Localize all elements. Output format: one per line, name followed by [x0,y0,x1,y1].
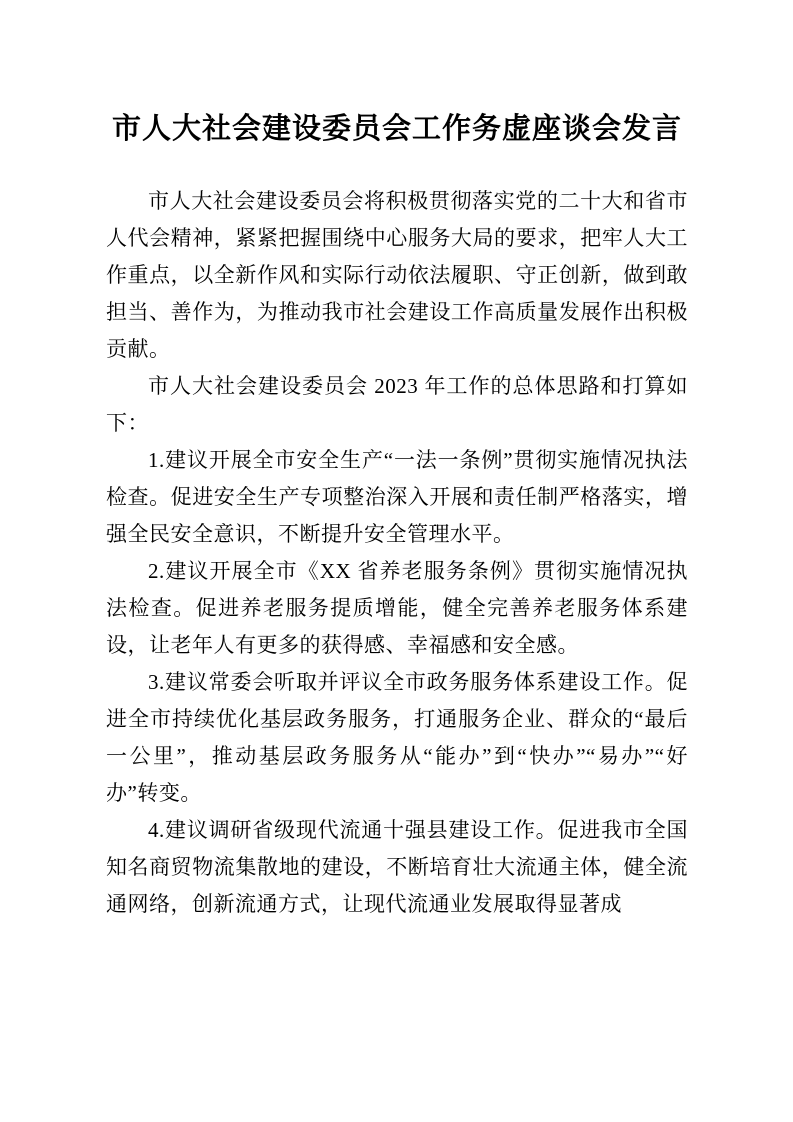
paragraph: 市人大社会建设委员会 2023 年工作的总体思路和打算如下： [106,374,688,435]
paragraph: 3.建议常委会听取并评议全市政务服务体系建设工作。促进全市持续优化基层政务服务，打通服务企业、群众的“最后一公里”，推动基层政务服务从“能办”到“快办”“易办”“好办”转变。 [106,670,688,805]
paragraph: 2.建议开展全市《XX 省养老服务条例》贯彻实施情况执法检查。促进养老服务提质增能，健全完善养老服务体系建设，让老年人有更多的获得感、幸福感和安全感。 [106,559,688,657]
paragraph: 市人大社会建设委员会将积极贯彻落实党的二十大和省市人代会精神，紧紧把握围绕中心服务大局的要求，把牢人大工作重点，以全新作风和实际行动依法履职、守正创新，做到敢担当、善作为，为推动我市社会建设工作高质量发展作出积极贡献。 [106,189,688,361]
paragraph: 1.建议开展全市安全生产“一法一条例”贯彻实施情况执法检查。促进安全生产专项整治深入开展和责任制严格落实，增强全民安全意识，不断提升安全管理水平。 [106,448,688,546]
paragraph: 4.建议调研省级现代流通十强县建设工作。促进我市全国知名商贸物流集散地的建设，不断培育壮大流通主体，健全流通网络，创新流通方式，让现代流通业发展取得显著成 [106,818,688,916]
document-body [106,183,688,923]
document-title: 市人大社会建设委员会工作务虚座谈会发言 [111,113,682,145]
